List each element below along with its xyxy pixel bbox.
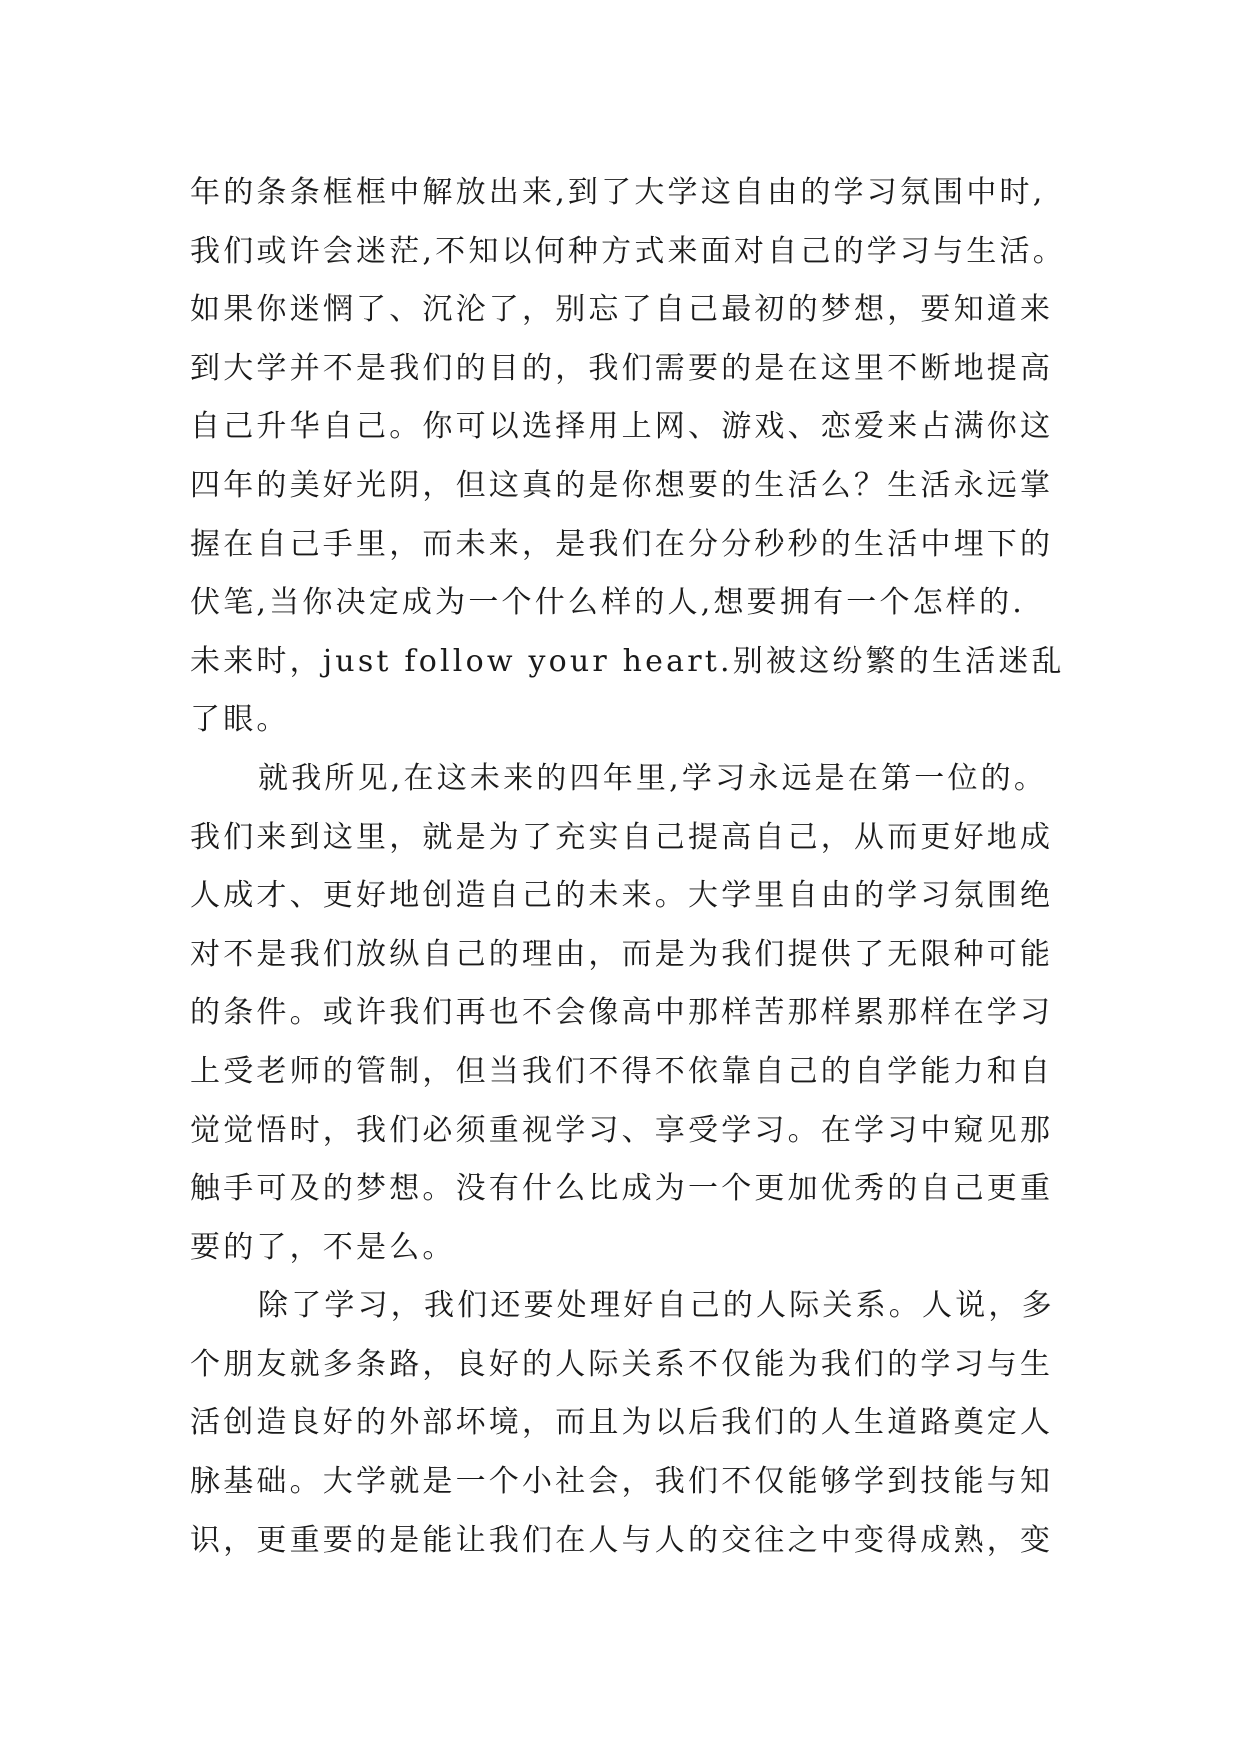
text-line: 到大学并不是我们的目的，我们需要的是在这里不断地提高	[190, 350, 1054, 386]
text-line: 年的条条框框中解放出来,到了大学这自由的学习氛围中时,	[190, 175, 1046, 210]
text-line: 触手可及的梦想。没有什么比成为一个更加优秀的自己更重	[190, 1171, 1054, 1207]
text-line: 要的了，不是么。	[190, 1229, 456, 1265]
text-line: 上受老师的管制，但当我们不得不依靠自己的自学能力和自	[190, 1053, 1054, 1089]
text-line: 对不是我们放纵自己的理由，而是为我们提供了无限种可能	[190, 936, 1054, 972]
text-line: 如果你迷惘了、沉沦了，别忘了自己最初的梦想，要知道来	[190, 292, 1054, 328]
paragraph-start-line: 就我所见,在这未来的四年里,学习永远是在第一位的。	[258, 760, 1048, 796]
text-line: 我们或许会迷茫,不知以何种方式来面对自己的学习与生活。	[190, 233, 1066, 269]
text-line: 未来时，just follow your heart.别被这纷繁的生活迷乱	[190, 643, 1065, 679]
text-line: 我们来到这里，就是为了充实自己提高自己，从而更好地成	[190, 819, 1054, 855]
text-line: 了眼。	[190, 702, 290, 738]
text-line: 识，更重要的是能让我们在人与人的交往之中变得成熟，变	[190, 1522, 1054, 1558]
body-text	[190, 164, 1130, 1570]
paragraph-start-line: 除了学习，我们还要处理好自己的人际关系。人说，多	[258, 1288, 1055, 1324]
text-line: 脉基础。大学就是一个小社会，我们不仅能够学到技能与知	[190, 1464, 1054, 1500]
text-line: 伏笔,当你决定成为一个什么样的人,想要拥有一个怎样的.	[190, 585, 1026, 621]
text-line: 四年的美好光阴，但这真的是你想要的生活么？生活永远掌	[190, 467, 1054, 503]
text-line: 个朋友就多条路，良好的人际关系不仅能为我们的学习与生	[190, 1346, 1054, 1382]
text-line: 人成才、更好地创造自己的未来。大学里自由的学习氛围绝	[190, 878, 1054, 914]
text-line: 活创造良好的外部坏境，而且为以后我们的人生道路奠定人	[190, 1405, 1054, 1441]
text-line: 的条件。或许我们再也不会像高中那样苦那样累那样在学习	[190, 995, 1054, 1031]
text-line: 握在自己手里，而未来，是我们在分分秒秒的生活中埋下的	[190, 526, 1054, 562]
text-line: 自己升华自己。你可以选择用上网、游戏、恋爱来占满你这	[190, 409, 1054, 445]
text-line: 觉觉悟时，我们必须重视学习、享受学习。在学习中窥见那	[190, 1112, 1054, 1148]
